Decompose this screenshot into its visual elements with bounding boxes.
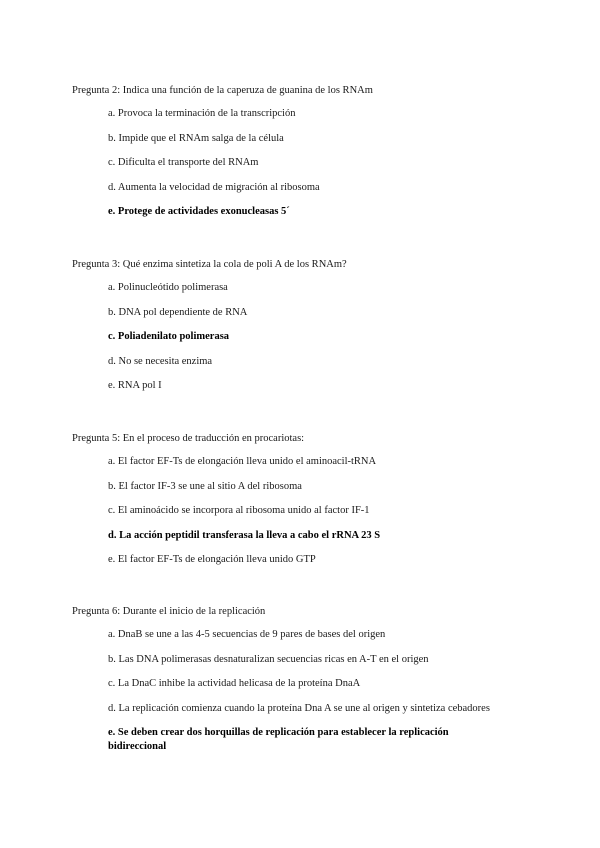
option-b: b. Impide que el RNAm salga de la célula	[108, 132, 284, 144]
options-list	[72, 628, 532, 754]
option-c: c. Dificulta el transporte del RNAm	[108, 157, 259, 168]
options-list	[72, 455, 532, 567]
question-title: Pregunta 6: Durante el inicio de la replicación	[72, 606, 266, 617]
question-block	[72, 431, 532, 578]
option-c: c. La DnaC inhibe la actividad helicasa de la proteína DnaA	[108, 678, 361, 689]
option-a: a. Provoca la terminación de la transcripción	[108, 108, 296, 119]
option-a: a. DnaB se une a las 4-5 secuencias de 9 pares de bases del origen	[108, 629, 386, 640]
option-e: e. RNA pol I	[108, 380, 162, 391]
question-title: Pregunta 5: En el proceso de traducción en procariotas:	[72, 433, 305, 444]
option-e-correct: e. Se deben crear dos horquillas de replicación para establecer la replicación bidireccional	[108, 727, 449, 752]
option-e: e. El factor EF-Ts de elongación lleva unido GTP	[108, 554, 316, 565]
option-c: c. El aminoácido se incorpora al ribosoma unido al factor IF-1	[108, 505, 370, 516]
question-block	[72, 257, 532, 404]
options-list	[72, 281, 532, 393]
option-d: d. La replicación comienza cuando la proteína Dna A se une al origen y sintetiza cebadores	[108, 702, 490, 714]
question-block	[72, 604, 532, 765]
question-title: Pregunta 2: Indica una función de la caperuza de guanina de los RNAm	[72, 85, 373, 96]
option-d: d. Aumenta la velocidad de migración al ribosoma	[108, 181, 320, 193]
question-block	[72, 83, 532, 230]
option-b: b. El factor IF-3 se une al sitio A del ribosoma	[108, 480, 302, 492]
question-title: Pregunta 3: Qué enzima sintetiza la cola de poli A de los RNAm?	[72, 259, 347, 270]
option-e-correct: e. Protege de actividades exonucleasas 5´	[108, 206, 290, 217]
option-b: b. DNA pol dependiente de RNA	[108, 306, 248, 318]
option-a: a. Polinucleótido polimerasa	[108, 282, 228, 293]
option-c-correct: c. Poliadenilato polimerasa	[108, 331, 230, 342]
option-d: d. No se necesita enzima	[108, 355, 213, 367]
option-b: b. Las DNA polimerasas desnaturalizan secuencias ricas en A-T en el origen	[108, 653, 429, 665]
option-a: a. El factor EF-Ts de elongación lleva unido el aminoacil-tRNA	[108, 456, 377, 467]
options-list	[72, 107, 532, 219]
option-d-correct: d. La acción peptidil transferasa la lleva a cabo el rRNA 23 S	[108, 529, 381, 541]
